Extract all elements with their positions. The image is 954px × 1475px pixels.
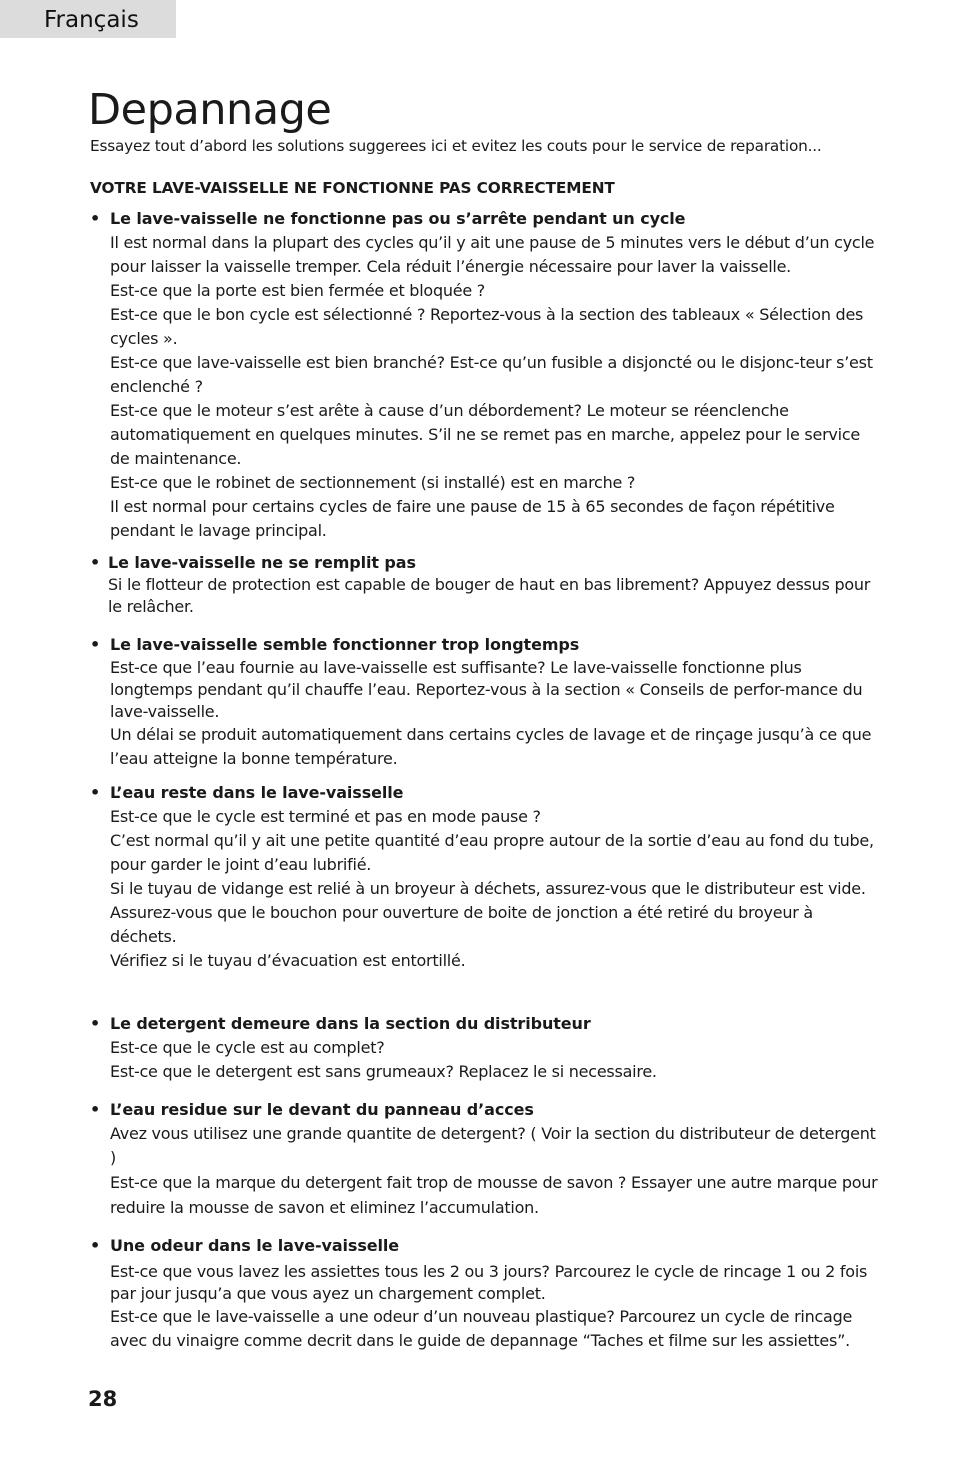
issue-line: Si le flotteur de protection est capable de bouger de haut en bas librement? Appuyez dessus pour le relâcher. — [108, 575, 871, 616]
issue-line: Assurez-vous que le bouchon pour ouverture de boite de jonction a été retiré du broyeur à déchets. — [110, 903, 813, 946]
bullet-icon: • — [90, 1236, 101, 1255]
bullet-icon: • — [90, 1100, 101, 1119]
issue-title: Le lave-vaisselle semble fonctionner trop longtemps — [110, 635, 580, 654]
issue-line: Est-ce que le lave-vaisselle a une odeur d’un nouveau plastique? Parcourez un cycle de rincage avec du vinaigre comme decrit dans le guide de depannage “Taches et filme sur les assiettes”. — [110, 1307, 853, 1350]
issue-water-remains — [90, 781, 880, 973]
issue-line: Est-ce que le moteur s’est arête à cause d’un débordement? Le moteur se réenclenche automatiquement en quelques minutes. S’il ne se remet pas en marche, appelez pour le service de maintenance. — [110, 401, 860, 468]
issue-not-running — [90, 207, 880, 543]
issue-line: Est-ce que la marque du detergent fait trop de mousse de savon ? Essayer une autre marque pour reduire la mousse de savon et eliminez l’accumulation. — [110, 1173, 878, 1217]
issue-line: Est-ce que la porte est bien fermée et bloquée ? — [110, 281, 486, 300]
issue-body — [90, 1036, 880, 1084]
section-heading: VOTRE LAVE-VAISSELLE NE FONCTIONNE PAS CORRECTEMENT — [90, 179, 615, 197]
issue-title: Le detergent demeure dans la section du distributeur — [110, 1014, 591, 1033]
issue-body — [90, 231, 880, 543]
bullet-icon: • — [90, 209, 101, 228]
issue-title: Une odeur dans le lave-vaisselle — [110, 1236, 400, 1255]
issue-residue-front-panel — [90, 1098, 880, 1220]
issue-line: Avez vous utilisez une grande quantite de detergent? ( Voir la section du distributeur de detergent ) — [110, 1124, 876, 1167]
issue-body — [90, 805, 880, 973]
bullet-icon: • — [90, 635, 101, 654]
issue-line: Est-ce que le robinet de sectionnement (si installé) est en marche ? — [110, 473, 636, 492]
issue-body — [90, 1261, 880, 1353]
issue-line: Est-ce que vous lavez les assiettes tous les 2 ou 3 jours? Parcourez le cycle de rincage 1 ou 2 fois par jour jusqu’a que vous ayez un chargement complet. — [110, 1262, 868, 1303]
issue-line: Est-ce que le detergent est sans grumeaux? Replacez le si necessaire. — [110, 1062, 657, 1081]
issue-not-filling — [90, 552, 880, 618]
issue-line: Vérifiez si le tuyau d’évacuation est entortillé. — [110, 951, 466, 970]
issue-title: L’eau reste dans le lave-vaisselle — [110, 783, 404, 802]
page-number: 28 — [88, 1387, 118, 1411]
issue-body — [90, 1122, 880, 1220]
issue-line: Est-ce que lave-vaisselle est bien branché? Est-ce qu’un fusible a disjoncté ou le disjonc-teur s’est enclenché ? — [110, 353, 873, 396]
issue-line: Est-ce que le cycle est terminé et pas en mode pause ? — [110, 807, 541, 826]
page-title: Depannage — [88, 85, 332, 135]
issue-line: Il est normal dans la plupart des cycles qu’il y ait une pause de 5 minutes vers le début d’un cycle pour laisser la vaisselle tremper. Cela réduit l’énergie nécessaire pour laver la vaisselle. — [110, 233, 875, 276]
intro-text: Essayez tout d’abord les solutions suggerees ici et evitez les couts pour le service de reparation... — [90, 137, 822, 155]
issue-body — [90, 657, 880, 771]
language-tab: Français — [0, 0, 176, 38]
issue-line: C’est normal qu’il y ait une petite quantité d’eau propre autour de la sortie d’eau au fond du tube, pour garder le joint d’eau lubrifié. — [110, 831, 874, 874]
issue-line: Est-ce que le bon cycle est sélectionné ? Reportez-vous à la section des tableaux « Sélection des cycles ». — [110, 305, 864, 348]
issue-title: Le lave-vaisselle ne se remplit pas — [108, 553, 416, 572]
issue-line: Est-ce que le cycle est au complet? — [110, 1038, 385, 1057]
issue-line: Est-ce que l’eau fournie au lave-vaisselle est suffisante? Le lave-vaisselle fonctionne plus longtemps pendant qu’il chauffe l’eau. Reportez-vous à la section « Conseils de perfor-mance du lave-vaisselle. — [110, 658, 863, 721]
bullet-icon: • — [90, 553, 101, 572]
issue-title: L’eau residue sur le devant du panneau d’acces — [110, 1100, 534, 1119]
issue-detergent-remains — [90, 1012, 880, 1084]
issue-line: Un délai se produit automatiquement dans certains cycles de lavage et de rinçage jusqu’à ce que l’eau atteigne la bonne température. — [110, 725, 872, 768]
issue-runs-too-long — [90, 633, 880, 771]
bullet-icon: • — [90, 1014, 101, 1033]
bullet-icon: • — [90, 783, 101, 802]
issue-body — [90, 574, 880, 618]
issue-line: Il est normal pour certains cycles de faire une pause de 15 à 65 secondes de façon répétitive pendant le lavage principal. — [110, 497, 835, 540]
issue-line: Si le tuyau de vidange est relié à un broyeur à déchets, assurez-vous que le distributeur est vide. — [110, 879, 866, 898]
issue-odor — [90, 1234, 880, 1353]
issue-title: Le lave-vaisselle ne fonctionne pas ou s’arrête pendant un cycle — [110, 209, 686, 228]
